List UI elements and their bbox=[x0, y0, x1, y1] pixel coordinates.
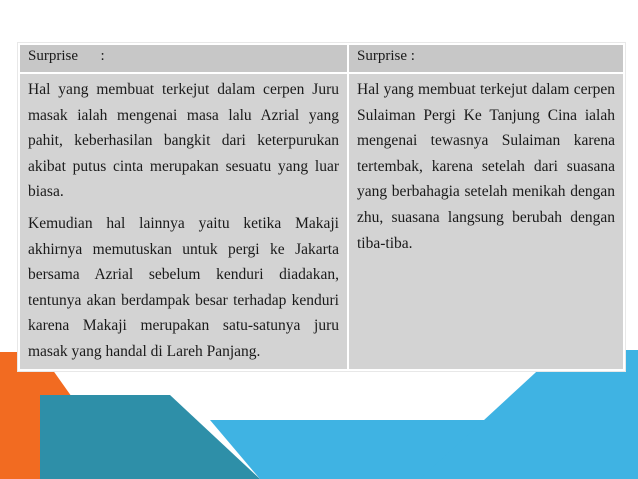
left-paragraph-2: Kemudian hal lainnya yaitu ketika Makaji akhirnya memutuskan untuk pergi ke Jakarta bersama Azrial sebelum kenduri diadakan, tentunya akan berdampak besar terhadap kenduri karena Makaji merupakan satu-satunya juru masak yang handal di Lareh Panjang. bbox=[28, 214, 339, 360]
left-paragraph-1: Hal yang membuat terkejut dalam cerpen Juru masak ialah mengenai masa lalu Azrial yang pahit, keberhasilan bangkit dari keterpurukan akibat putus cinta merupakan sesuatu yang luar biasa. bbox=[28, 81, 339, 201]
body-cell-left bbox=[19, 73, 348, 370]
body-cell-right bbox=[348, 73, 624, 370]
table-body-row bbox=[19, 73, 624, 370]
table-header-row bbox=[19, 44, 624, 73]
header-cell-right: Surprise : bbox=[348, 44, 624, 73]
comparison-table bbox=[17, 42, 626, 372]
header-cell-left: Surprise : bbox=[19, 44, 348, 73]
right-paragraph-1: Hal yang membuat terkejut dalam cerpen Sulaiman Pergi Ke Tanjung Cina ialah mengenai tewasnya Sulaiman karena tertembak, karena setelah dari suasana yang berbahagia setelah menikah dengan zhu, suasana langsung berubah dengan tiba-tiba. bbox=[357, 81, 615, 252]
